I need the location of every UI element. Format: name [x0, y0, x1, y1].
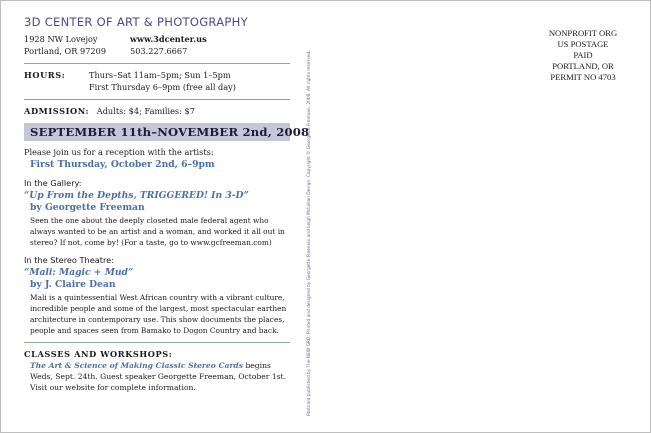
- address-row-1: [24, 33, 290, 45]
- hours-line-1: Thurs–Sat 11am–5pm; Sun 1–5pm: [89, 70, 231, 80]
- admission-block: [24, 105, 290, 117]
- classes-title: The Art & Science of Making Classic Stereo Cards: [30, 361, 244, 370]
- address-row-2: [24, 45, 290, 57]
- divider: [24, 342, 290, 343]
- postage-line-1: NONPROFIT ORG: [548, 28, 618, 38]
- reception-event: First Thursday, October 2nd, 6–9pm: [30, 159, 215, 170]
- divider: [24, 99, 290, 100]
- admission-text: Adults: $4; Families: $7: [96, 106, 195, 116]
- gallery-heading: In the Gallery:: [24, 178, 82, 188]
- gallery-show-title: “Up From the Depths, TRIGGERED! In 3-D”: [24, 190, 249, 201]
- gallery-show-artist: by Georgette Freeman: [30, 202, 145, 213]
- phone-number: 503.227.6667: [130, 46, 188, 56]
- website-link[interactable]: www.3dcenter.us: [130, 34, 207, 44]
- postage-indicia: [531, 28, 635, 83]
- admission-label: ADMISSION:: [24, 106, 90, 116]
- classes-body: [30, 360, 290, 393]
- theatre-show-artist: by J. Claire Dean: [30, 279, 116, 290]
- org-name: 3D CENTER OF ART & PHOTOGRAPHY: [24, 15, 248, 29]
- postage-line-4: PORTLAND, OR: [552, 61, 614, 71]
- gallery-show-description: Seen the one about the deeply closeted male federal agent who always wanted to be an artist and a woman, and worked it all out in stereo? If not, come by! (For a taste, go to www.gcfreeman.com): [30, 216, 285, 247]
- postage-line-2: US POSTAGE: [557, 39, 609, 49]
- hours-block: [24, 69, 290, 93]
- theatre-heading: In the Stereo Theatre:: [24, 255, 114, 265]
- divider: [24, 63, 290, 64]
- classes-heading: CLASSES AND WORKSHOPS:: [24, 349, 173, 359]
- date-banner: SEPTEMBER 11th–NOVEMBER 2nd, 2008: [24, 123, 290, 141]
- theatre-show-title: “Mali: Magic + Mud”: [24, 267, 134, 278]
- address-line-2: Portland, OR 97209: [24, 46, 107, 56]
- classes-text: begins Weds, Sept. 24th. Guest speaker Georgette Freeman, October 1st. Visit our website for complete information.: [30, 361, 287, 392]
- credits-vertical: Postcard published by The NEW GRD; Printed and designed by Georgette Freeman and Leigh McLellan Design. Copyright © Georgette Freeman, 2008. All rights reserved.: [307, 50, 312, 416]
- hours-values: [89, 69, 236, 93]
- address-line-1: 1928 NW Lovejoy: [24, 34, 98, 44]
- postage-line-5: PERMIT NO 4703: [550, 72, 616, 82]
- reception-intro: Please join us for a reception with the artists:: [24, 147, 214, 157]
- postage-line-3: PAID: [573, 50, 593, 60]
- hours-label: HOURS:: [24, 70, 66, 80]
- theatre-show-description: Mali is a quintessential West African country with a vibrant culture, incredible people and some of the largest, most spectacular earthen architecture in contemporary use. This show documents the places, people and spaces seen from Bamako to Dogon Country and back.: [30, 293, 287, 335]
- hours-line-2: First Thursday 6–9pm (free all day): [89, 82, 236, 92]
